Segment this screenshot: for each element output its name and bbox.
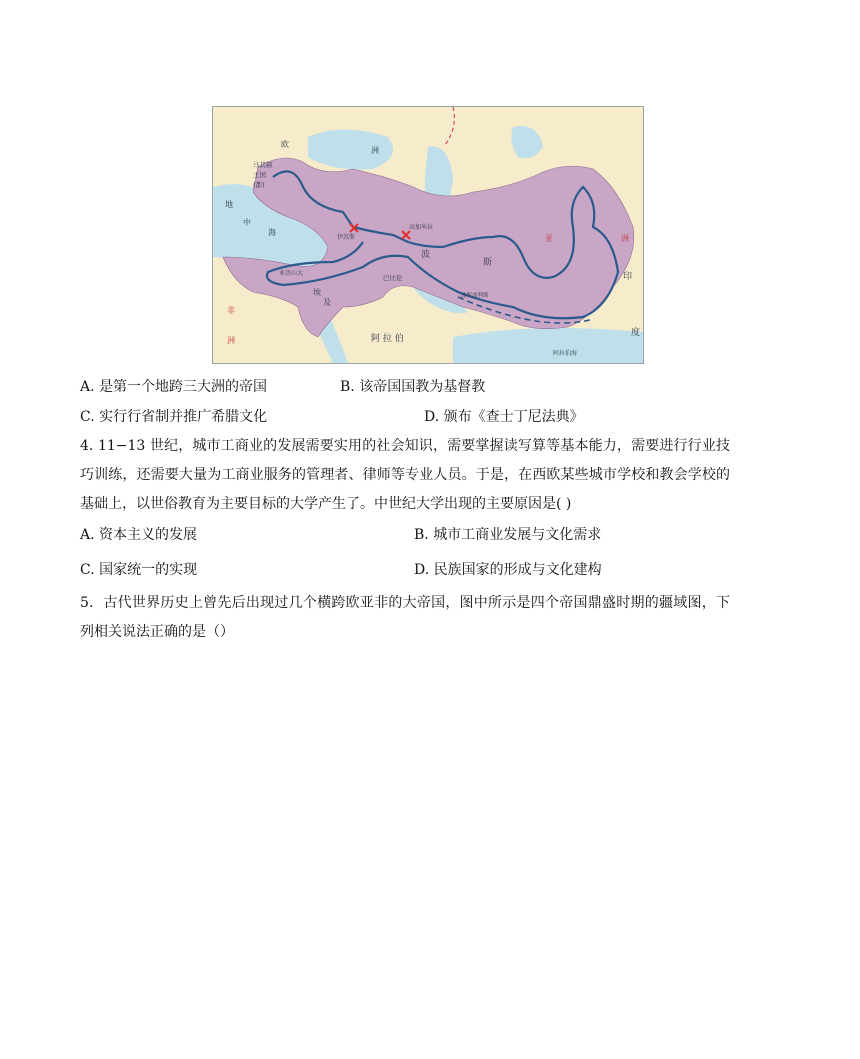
q3-option-c: C. 实行行省制并推广希腊文化: [80, 409, 268, 425]
q3-option-b: B. 该帝国国教为基督教: [340, 379, 486, 395]
label-india-du: 度: [631, 328, 641, 338]
q3-option-d: D. 颁布《查士丁尼法典》: [424, 409, 584, 425]
q4-option-d: D. 民族国家的形成与文化建构: [414, 562, 602, 578]
label-sea-zhong: 中: [243, 218, 251, 227]
label-sea-di: 地: [225, 200, 233, 209]
label-persia-bo: 波: [421, 250, 431, 260]
label-babylon: 巴比伦: [383, 274, 403, 282]
label-africa-zhou: 洲: [227, 336, 235, 345]
map-graphic: [213, 107, 643, 363]
q4-option-c: C. 国家统一的实现: [80, 562, 198, 578]
label-europe-1: 欧: [281, 140, 289, 149]
label-arabian-sea: 阿拉伯海: [553, 350, 578, 357]
q3-option-a: A. 是第一个地跨三大洲的帝国: [80, 379, 268, 395]
label-issus: 伊苏斯: [337, 234, 356, 241]
label-alexandria: 亚历山大: [279, 270, 304, 277]
label-egypt-ai: 埃: [313, 288, 321, 297]
label-gaugamela: 高加米拉: [409, 224, 434, 231]
label-macedonia-3: (都): [253, 181, 265, 189]
label-persepolis: 波斯波利斯: [461, 293, 489, 299]
q4-option-a: A. 资本主义的发展: [80, 527, 198, 543]
label-persia-si: 斯: [483, 258, 493, 268]
label-sea-hai: 海: [268, 228, 276, 237]
label-macedonia-2: 王国: [253, 171, 266, 179]
label-arabia: 阿 拉 伯: [371, 334, 404, 344]
label-india-yin: 印: [623, 272, 633, 282]
label-egypt-ji: 及: [323, 298, 331, 307]
label-asia-zhou: 洲: [621, 234, 629, 243]
label-africa-fei: 非: [227, 306, 235, 315]
label-asia-ya: 亚: [545, 234, 553, 243]
q4-stem: 4. 11−13 世纪，城市工商业的发展需要实用的社会知识，需要掌握读写算等基本能力，需要进行行业技巧训练，还需要大量为工商业服务的管理者、律师等专业人员。于是，在西欧某些城市学校和教会学校的基础上，以世俗教育为主要目标的大学产生了。中世纪大学出现的主要原因是( ): [80, 438, 730, 512]
arabian-sea: [453, 328, 643, 363]
empire-map: [212, 106, 644, 364]
label-europe-2: 洲: [371, 146, 379, 155]
q5-stem: 5．古代世界历史上曾先后出现过几个横跨欧亚非的大帝国，图中所示是四个帝国鼎盛时期的疆域图，下列相关说法正确的是（）: [80, 595, 730, 640]
label-macedonia-1: 马其顿: [253, 161, 273, 169]
q4-option-b: B. 城市工商业发展与文化需求: [414, 527, 602, 543]
